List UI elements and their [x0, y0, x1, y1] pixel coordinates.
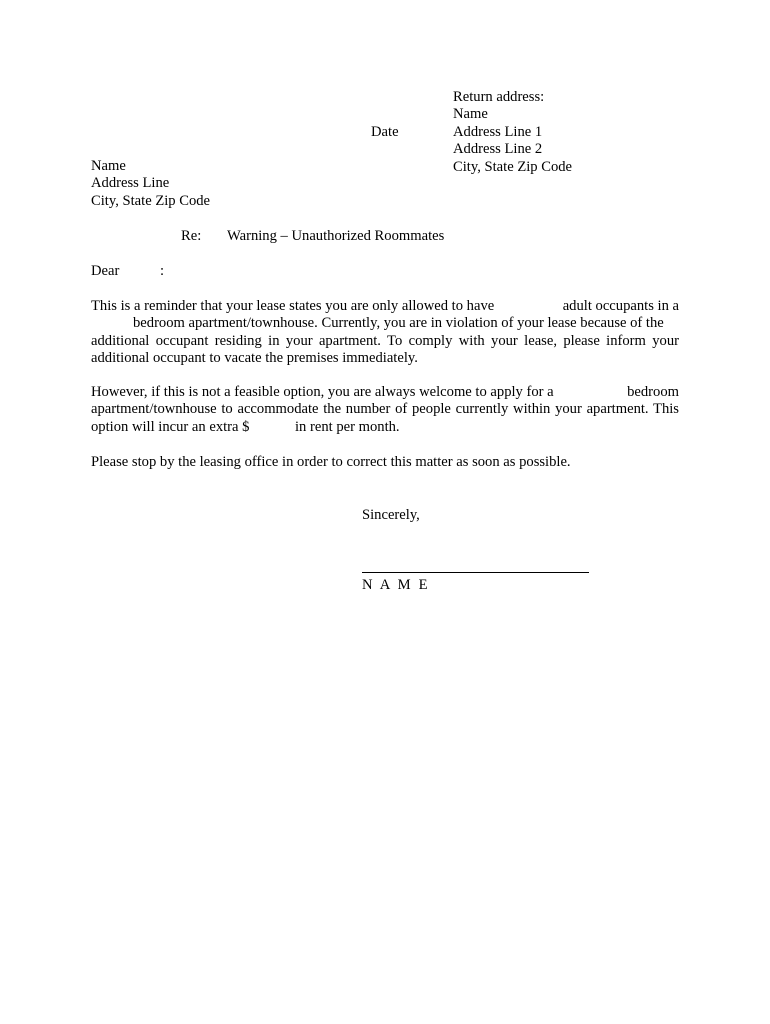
subject-text: Warning – Unauthorized Roommates [227, 228, 445, 244]
signature-line [362, 572, 589, 573]
text-segment: bedroom [627, 384, 679, 400]
salutation [91, 263, 165, 280]
recipient-address-block [91, 158, 210, 210]
return-address-line-2: Address Line 2 [453, 141, 543, 158]
text-segment: bedroom apartment/townhouse. Currently, you are in violation of your lease because of the [133, 315, 664, 332]
subject-label: Re: [181, 228, 202, 244]
return-address-line-1: Address Line 1 [453, 123, 543, 140]
paragraph-line: apartment/townhouse to accommodate the number of people currently within your apartment. This [91, 401, 679, 418]
return-address-name: Name [453, 106, 488, 123]
recipient-name: Name [91, 158, 126, 174]
text-segment: adult occupants in a [562, 298, 679, 314]
body-paragraph-2 [91, 384, 679, 436]
signature-name: N A M E [362, 577, 430, 593]
return-address-heading: Return address: [453, 89, 545, 105]
return-address-city: City, State Zip Code [453, 158, 573, 175]
paragraph-line: Please stop by the leasing office in order to correct this matter as soon as possible. [91, 454, 571, 470]
paragraph-line: additional occupant residing in your apartment. To comply with your lease, please inform your [91, 332, 679, 349]
paragraph-line [91, 315, 679, 332]
body-paragraph-1 [91, 298, 679, 368]
date-label: Date [371, 124, 399, 140]
recipient-address-line: Address Line [91, 175, 170, 192]
paragraph-line [91, 384, 679, 401]
text-segment: However, if this is not a feasible option, you are always welcome to apply for a [91, 384, 554, 400]
paragraph-line [91, 419, 679, 436]
subject-line [181, 228, 445, 245]
paragraph-line [91, 298, 679, 315]
text-segment: in rent per month. [295, 418, 400, 435]
text-segment: option will incur an extra $ [91, 418, 250, 435]
salutation-colon: : [160, 263, 165, 279]
recipient-city: City, State Zip Code [91, 192, 211, 209]
text-segment: This is a reminder that your lease states you are only allowed to have [91, 298, 495, 314]
body-paragraph-3 [91, 454, 679, 471]
salutation-word: Dear [91, 263, 120, 279]
paragraph-line: additional occupant to vacate the premises immediately. [91, 350, 418, 367]
closing: Sincerely, [362, 507, 420, 523]
return-address-block [453, 89, 572, 176]
